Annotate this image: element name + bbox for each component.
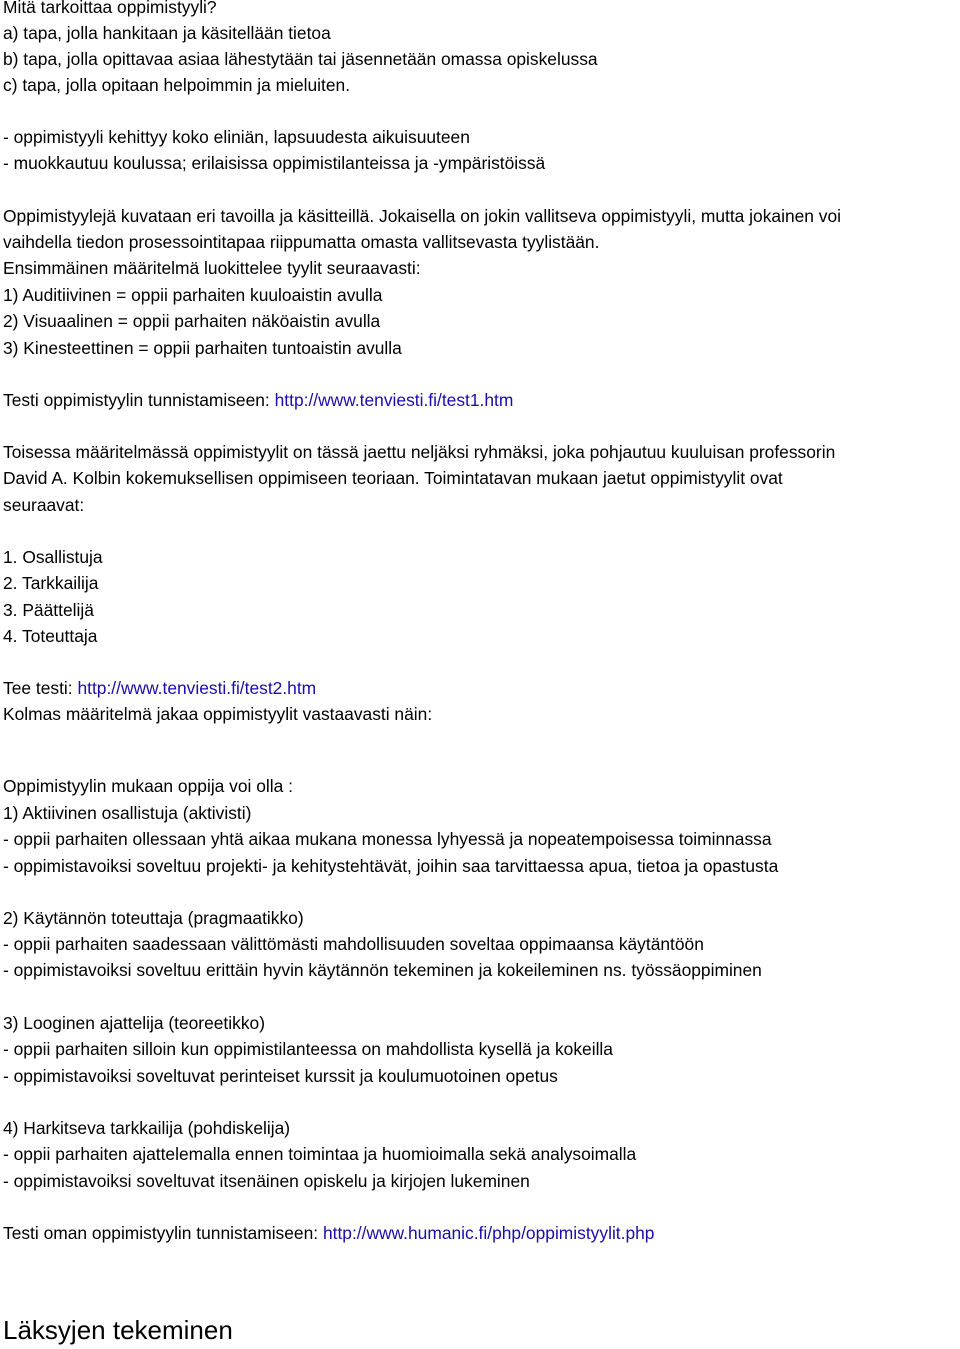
- definition2-list-item: 4. Toteuttaja: [3, 626, 98, 646]
- definition2-paragraph-line-1: Toisessa määritelmässä oppimistyylit on tässä jaettu neljäksi ryhmäksi, joka pohjautuu kuuluisan professorin: [3, 442, 836, 462]
- intro-option-c: c) tapa, jolla opitaan helpoimmin ja mieluiten.: [3, 75, 351, 95]
- type-theorist-line-2: - oppimistavoiksi soveltuvat perinteiset kurssit ja koulumuotoinen opetus: [3, 1066, 558, 1086]
- test2-link[interactable]: http://www.tenviesti.fi/test2.htm: [77, 678, 317, 698]
- type-activist-title: 1) Aktiivinen osallistuja (aktivisti): [3, 803, 252, 823]
- type-reflector-line-1: - oppii parhaiten ajattelemalla ennen toimintaa ja huomioimalla sekä analysoimalla: [3, 1144, 637, 1164]
- test2-line: [3, 677, 316, 699]
- definition1-item-auditory: 1) Auditiivinen = oppii parhaiten kuuloaistin avulla: [3, 285, 383, 305]
- type-pragmatist-line-1: - oppii parhaiten saadessaan välittömästi mahdollisuuden soveltaa oppimaansa käytäntöön: [3, 934, 704, 954]
- intro-option-a: a) tapa, jolla hankitaan ja käsitellään tietoa: [3, 23, 331, 43]
- type-activist-line-2: - oppimistavoiksi soveltuu projekti- ja kehitystehtävät, joihin saa tarvittaessa apua, tietoa ja opastusta: [3, 856, 779, 876]
- definition2-paragraph-line-3: seuraavat:: [3, 495, 85, 515]
- test1-label: Testi oppimistyylin tunnistamiseen:: [3, 390, 275, 410]
- type-theorist-line-1: - oppii parhaiten silloin kun oppimistilanteessa on mahdollista kysellä ja kokeilla: [3, 1039, 613, 1059]
- type-pragmatist-line-2: - oppimistavoiksi soveltuu erittäin hyvin käytännön tekeminen ja kokeileminen ns. työssäoppiminen: [3, 960, 762, 980]
- type-activist-line-1: - oppii parhaiten ollessaan yhtä aikaa mukana monessa lyhyessä ja nopeatempoisessa toiminnassa: [3, 829, 772, 849]
- test3-label: Testi oman oppimistyylin tunnistamiseen:: [3, 1223, 323, 1243]
- type-reflector-title: 4) Harkitseva tarkkailija (pohdiskelija): [3, 1118, 291, 1138]
- type-reflector-line-2: - oppimistavoiksi soveltuvat itsenäinen opiskelu ja kirjojen lukeminen: [3, 1171, 530, 1191]
- test2-label: Tee testi:: [3, 678, 78, 698]
- test3-link[interactable]: http://www.humanic.fi/php/oppimistyylit.php: [322, 1223, 655, 1243]
- development-line-2: - muokkautuu koulussa; erilaisissa oppimistilanteissa ja -ympäristöissä: [3, 153, 546, 173]
- test1-link[interactable]: http://www.tenviesti.fi/test1.htm: [274, 390, 514, 410]
- definition2-list-item: 1. Osallistuja: [3, 547, 103, 567]
- test3-line: [3, 1222, 654, 1244]
- definition2-paragraph-line-2: David A. Kolbin kokemuksellisen oppimiseen teoriaan. Toimintatavan mukaan jaetut oppimistyylit ovat: [3, 468, 783, 488]
- intro-option-b: b) tapa, jolla opittavaa asiaa lähestytään tai jäsennetään omassa opiskelussa: [3, 49, 598, 69]
- definition3-intro: Kolmas määritelmä jakaa oppimistyylit vastaavasti näin:: [3, 704, 433, 724]
- intro-question: Mitä tarkoittaa oppimistyyli?: [3, 0, 217, 17]
- definition3-lead: Oppimistyylin mukaan oppija voi olla :: [3, 776, 293, 796]
- definition2-list-item: 3. Päättelijä: [3, 600, 94, 620]
- definition1-paragraph-line-3: Ensimmäinen määritelmä luokittelee tyylit seuraavasti:: [3, 258, 421, 278]
- section-heading: Läksyjen tekeminen: [3, 1315, 233, 1345]
- test1-line: [3, 389, 513, 411]
- definition1-paragraph-line-1: Oppimistyylejä kuvataan eri tavoilla ja käsitteillä. Jokaisella on jokin vallitseva oppimistyyli, mutta jokainen voi: [3, 206, 842, 226]
- definition1-item-visual: 2) Visuaalinen = oppii parhaiten näköaistin avulla: [3, 311, 381, 331]
- definition1-item-kinesthetic: 3) Kinesteettinen = oppii parhaiten tuntoaistin avulla: [3, 338, 402, 358]
- definition1-paragraph-line-2: vaihdella tiedon prosessointitapaa riippumatta omasta vallitsevasta tyylistään.: [3, 232, 600, 252]
- definition2-list-item: 2. Tarkkailija: [3, 573, 99, 593]
- type-pragmatist-title: 2) Käytännön toteuttaja (pragmaatikko): [3, 908, 304, 928]
- type-theorist-title: 3) Looginen ajattelija (teoreetikko): [3, 1013, 265, 1033]
- development-line-1: - oppimistyyli kehittyy koko eliniän, lapsuudesta aikuisuuteen: [3, 127, 470, 147]
